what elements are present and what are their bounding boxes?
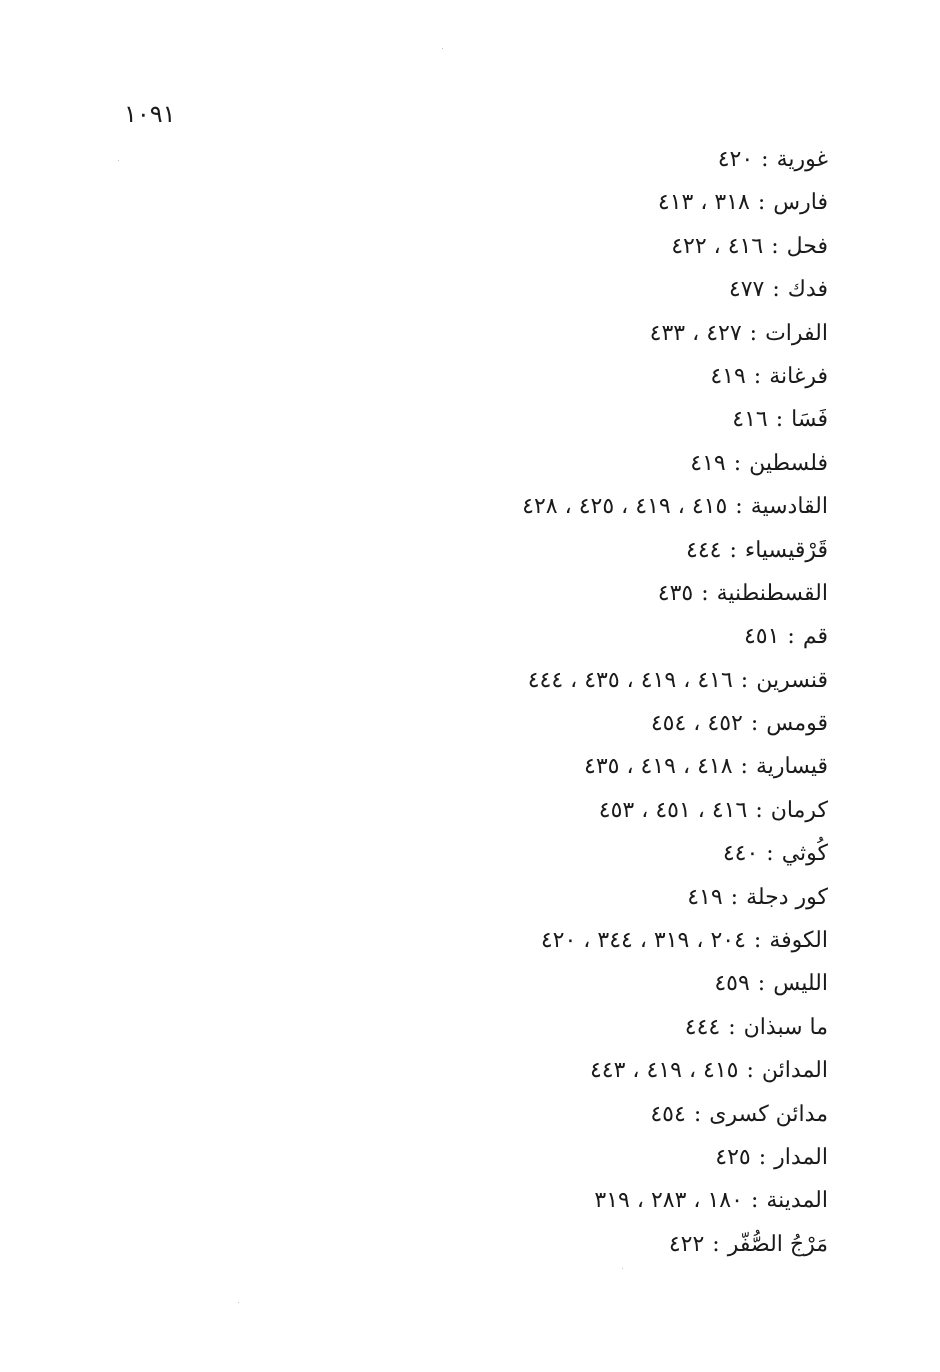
index-entry [328, 1006, 828, 1049]
separator: : [753, 928, 762, 954]
index-entry [328, 572, 828, 615]
index-entry [328, 832, 828, 875]
page-refs: ٢٠٤ ، ٣١٩ ، ٣٤٤ ، ٤٢٠ [540, 928, 746, 954]
separator: : [729, 537, 737, 563]
place-name: كور دجلة [746, 884, 828, 910]
separator: : [772, 277, 780, 303]
place-name: غورية [776, 147, 828, 172]
page-refs: ٤١٨ ، ٤١٩ ، ٤٣٥ [584, 754, 733, 780]
separator: : [728, 1014, 736, 1040]
separator: : [757, 190, 766, 216]
index-entry [328, 485, 828, 528]
separator: : [735, 494, 743, 520]
scan-speck [118, 160, 119, 161]
place-name: الليس [773, 971, 828, 997]
page-number: ١٠٩١ [124, 100, 176, 128]
scan-speck [442, 48, 443, 49]
index-entries [328, 138, 828, 1266]
page-refs: ٤١٩ [687, 884, 723, 910]
separator: : [740, 754, 748, 780]
separator: : [740, 667, 749, 693]
index-entry [328, 1093, 828, 1136]
page-refs: ٤٧٧ [728, 277, 765, 303]
index-entry [328, 1179, 828, 1222]
page-refs: ٤١٥ ، ٤١٩ ، ٤٢٥ ، ٤٢٨ [522, 494, 728, 520]
separator: : [771, 233, 779, 259]
place-name: ما سبذان [743, 1014, 828, 1040]
page-refs: ٤١٥ ، ٤١٩ ، ٤٤٣ [589, 1058, 739, 1084]
place-name: مدائن كسرى [709, 1101, 828, 1127]
index-entry [328, 442, 828, 485]
page-refs: ٤٥١ [743, 624, 780, 650]
index-entry [328, 181, 828, 224]
separator: : [730, 884, 739, 910]
place-name: الفرات [765, 320, 828, 346]
page-refs: ٤٤٤ [686, 537, 722, 563]
index-entry [328, 1223, 828, 1266]
separator: : [787, 624, 795, 650]
page-refs: ٣١٨ ، ٤١٣ [657, 190, 750, 216]
page-refs: ٤١٩ [710, 363, 746, 389]
separator: : [746, 1058, 754, 1084]
page-refs: ٤٥٢ ، ٤٥٤ [650, 711, 743, 737]
scan-speck [622, 1268, 623, 1269]
place-name: مَرْجُ الصُّفّر [727, 1231, 828, 1257]
page-refs: ٤٤٤ [684, 1014, 721, 1040]
separator: : [761, 147, 769, 172]
index-entry [328, 919, 828, 962]
separator: : [753, 363, 762, 389]
index-entry [328, 268, 828, 311]
page-refs: ٤٣٥ [657, 580, 694, 606]
page-refs: ٤٢٧ ، ٤٣٣ [649, 320, 742, 346]
separator: : [758, 1144, 767, 1170]
place-name: كُوثي [781, 841, 828, 867]
place-name: فدك [787, 277, 828, 303]
page-refs: ٤٢٥ [715, 1144, 751, 1170]
index-entry [328, 1136, 828, 1179]
place-name: القادسية [750, 494, 828, 520]
page-refs: ٤١٩ [690, 450, 726, 476]
place-name: القسطنطنية [716, 580, 828, 606]
place-name: الكوفة [769, 928, 828, 954]
separator: : [701, 580, 709, 606]
scan-speck [238, 1302, 239, 1303]
place-name: كرمان [770, 797, 828, 823]
separator: : [750, 711, 759, 737]
separator: : [750, 1188, 759, 1214]
separator: : [693, 1101, 702, 1127]
index-entry [328, 225, 828, 268]
separator: : [766, 841, 774, 867]
page-refs: ٤٤٠ [722, 841, 759, 867]
index-entry [328, 659, 828, 702]
index-entry [328, 789, 828, 832]
place-name: فارس [773, 190, 828, 216]
place-name: المدار [774, 1144, 828, 1170]
index-entry [328, 1049, 828, 1092]
page-refs: ٤٥٤ [650, 1101, 686, 1127]
place-name: قم [802, 624, 828, 650]
place-name: فَسَا [791, 407, 828, 433]
separator: : [749, 320, 758, 346]
place-name: فلسطين [749, 450, 828, 476]
place-name: المدائن [761, 1058, 828, 1084]
page-refs: ٤١٦ ، ٤٥١ ، ٤٥٣ [598, 797, 748, 823]
place-name: فحل [786, 233, 828, 259]
index-entry [328, 529, 828, 572]
index-entry [328, 312, 828, 355]
separator: : [712, 1231, 720, 1257]
place-name: فرغانة [769, 363, 828, 389]
index-entry [328, 962, 828, 1005]
separator: : [775, 407, 784, 433]
separator: : [755, 797, 763, 823]
page-refs: ٤١٦ [732, 407, 768, 433]
page-refs: ٤١٦ ، ٤١٩ ، ٤٣٥ ، ٤٤٤ [527, 667, 733, 693]
index-entry [328, 876, 828, 919]
page-refs: ٤٢٠ [717, 147, 754, 172]
index-entry [328, 615, 828, 658]
separator: : [733, 450, 742, 476]
place-name: قنسرين [756, 667, 828, 693]
separator: : [757, 971, 766, 997]
index-entry [328, 398, 828, 441]
index-entry [328, 745, 828, 788]
page-refs: ١٨٠ ، ٢٨٣ ، ٣١٩ [594, 1188, 743, 1214]
place-name: قَرْقيسياء [744, 537, 828, 563]
place-name: المدينة [766, 1188, 828, 1214]
page-refs: ٤١٦ ، ٤٢٢ [671, 233, 764, 259]
index-entry [328, 702, 828, 745]
index-entry [328, 138, 828, 181]
index-entry [328, 355, 828, 398]
place-name: قيسارية [755, 754, 828, 780]
page-refs: ٤٥٩ [714, 971, 750, 997]
page-refs: ٤٢٢ [668, 1231, 705, 1257]
place-name: قومس [766, 711, 828, 737]
